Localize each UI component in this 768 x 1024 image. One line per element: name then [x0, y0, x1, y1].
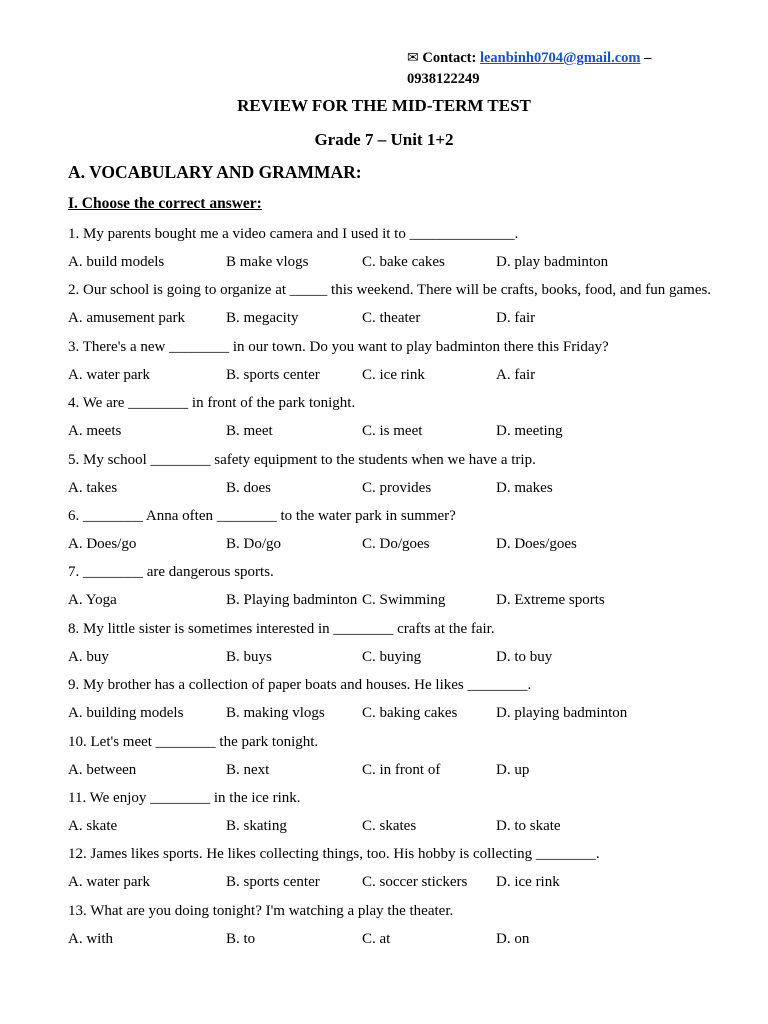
answer-option: A. water park: [68, 366, 151, 383]
question-text: 5. My school ________ safety equipment to the students when we have a trip.: [68, 451, 536, 468]
answer-option: B. sports center: [226, 874, 320, 891]
answer-option: D. to buy: [496, 648, 553, 665]
question-text: 8. My little sister is sometimes interested in ________ crafts at the fair.: [68, 620, 495, 637]
contact-label: Contact:: [422, 50, 477, 66]
answer-option: A. amusement park: [68, 310, 186, 327]
answer-option: B. Playing badminton: [226, 592, 358, 609]
answer-option: D. Does/goes: [496, 536, 577, 552]
question-text: 13. What are you doing tonight? I'm watching a play the theater.: [68, 902, 454, 919]
answer-option: A. build models: [68, 254, 165, 270]
section-heading: A. VOCABULARY AND GRAMMAR:: [68, 162, 362, 182]
answer-option: A. Does/go: [68, 536, 137, 552]
answer-option: C. bake cakes: [362, 254, 445, 270]
answer-option: A. Yoga: [68, 592, 117, 609]
answer-option: B. does: [226, 479, 271, 496]
answer-option: C. skates: [362, 818, 417, 834]
answer-option: C. ice rink: [362, 366, 425, 383]
answer-option: A. fair: [496, 366, 536, 383]
question-text: 10. Let's meet ________ the park tonight.: [68, 733, 319, 750]
answer-option: D. to skate: [496, 818, 561, 834]
question-text: 2. Our school is going to organize at _____ this weekend. There will be crafts, books, food, and fun games.: [68, 282, 712, 299]
answer-option: A. with: [68, 930, 113, 947]
answer-option: C. is meet: [362, 423, 423, 440]
question-text: 12. James likes sports. He likes collecting things, too. His hobby is collecting ________.: [68, 846, 600, 863]
answer-option: D. on: [496, 930, 530, 947]
question-text: 7. ________ are dangerous sports.: [68, 564, 274, 581]
envelope-icon: ✉: [407, 51, 419, 66]
part-heading: I. Choose the correct answer:: [68, 195, 262, 212]
answer-option: B. to: [226, 930, 256, 947]
answer-option: B. making vlogs: [226, 705, 325, 722]
answer-option: D. ice rink: [496, 874, 560, 891]
answer-option: B make vlogs: [226, 254, 309, 270]
answer-option: B. next: [226, 761, 270, 778]
answer-option: C. theater: [362, 310, 421, 327]
answer-option: D. Extreme sports: [496, 592, 605, 609]
answer-option: C. in front of: [362, 761, 441, 778]
question-text: 1. My parents bought me a video camera and I used it to ______________.: [68, 226, 519, 242]
question-text: 9. My brother has a collection of paper boats and houses. He likes ________.: [68, 677, 532, 694]
answer-option: A. skate: [68, 818, 118, 834]
contact-line: [407, 48, 727, 89]
question-text: 6. ________ Anna often ________ to the water park in summer?: [68, 508, 456, 524]
answer-option: A. water park: [68, 874, 151, 891]
answer-option: A. between: [68, 761, 137, 778]
answer-option: A. building models: [68, 705, 184, 722]
answer-option: B. sports center: [226, 366, 320, 383]
answer-option: B. megacity: [226, 310, 299, 327]
answer-option: D. up: [496, 761, 530, 778]
answer-option: C. Do/goes: [362, 536, 430, 552]
contact-dash: –: [644, 50, 652, 66]
answer-option: B. Do/go: [226, 536, 282, 552]
answer-option: C. buying: [362, 648, 422, 665]
question-text: 4. We are ________ in front of the park tonight.: [68, 395, 356, 412]
answer-option: C. at: [362, 930, 391, 947]
answer-option: A. meets: [68, 423, 122, 440]
answer-option: C. baking cakes: [362, 705, 458, 722]
answer-option: D. meeting: [496, 423, 563, 440]
answer-option: D. makes: [496, 479, 553, 496]
answer-option: D. play badminton: [496, 254, 609, 270]
answer-option: A. buy: [68, 648, 109, 665]
document-title: REVIEW FOR THE MID-TERM TEST: [237, 96, 531, 115]
answer-option: C. provides: [362, 479, 432, 496]
phone-number: 0938122249: [407, 71, 480, 87]
answer-option: C. soccer stickers: [362, 874, 468, 891]
document-subtitle: Grade 7 – Unit 1+2: [314, 130, 454, 149]
answer-option: D. playing badminton: [496, 705, 628, 722]
answer-option: D. fair: [496, 310, 536, 327]
answer-option: B. buys: [226, 648, 272, 665]
answer-option: C. Swimming: [362, 592, 446, 609]
answer-option: B. meet: [226, 423, 273, 440]
question-text: 11. We enjoy ________ in the ice rink.: [68, 790, 301, 806]
answer-option: B. skating: [226, 818, 287, 834]
question-text: 3. There's a new ________ in our town. Do you want to play badminton there this Friday?: [68, 338, 609, 355]
answer-option: A. takes: [68, 479, 118, 496]
email-link[interactable]: leanbinh0704@gmail.com: [479, 50, 641, 66]
